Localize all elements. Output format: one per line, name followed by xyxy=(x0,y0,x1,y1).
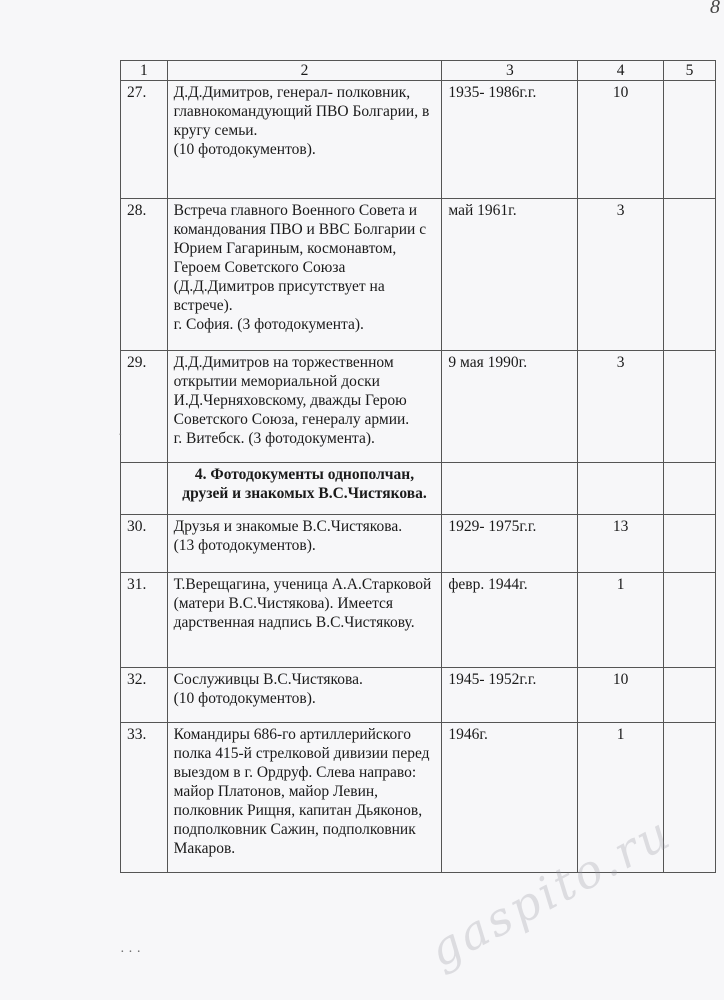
scan-speck: · · · xyxy=(120,945,141,960)
row-date: май 1961г. xyxy=(442,199,578,351)
row-note xyxy=(663,199,715,351)
row-number: 28. xyxy=(121,199,168,351)
row-note xyxy=(663,573,715,668)
row-count: 1 xyxy=(578,723,664,873)
row-number: 32. xyxy=(121,668,168,723)
col-header-5: 5 xyxy=(663,61,715,81)
row-number: 27. xyxy=(121,81,168,199)
row-number: 33. xyxy=(121,723,168,873)
header-row xyxy=(121,61,716,81)
row-note xyxy=(663,81,715,199)
col-header-2: 2 xyxy=(167,61,442,81)
row-note xyxy=(663,515,715,573)
row-description xyxy=(167,81,442,199)
row-number: 29. xyxy=(121,351,168,463)
table-row xyxy=(121,351,716,463)
row-description xyxy=(167,723,442,873)
col-header-1: 1 xyxy=(121,61,168,81)
section-empty-cell xyxy=(121,463,168,515)
row-count: 13 xyxy=(578,515,664,573)
row-description-text: Встреча главного Военного Совета и командования ПВО и ВВС Болгарии с Юрием Гагариным, космонавтом, Героем Советского Союза (Д.Д.Димитров присутствует на встрече). г. София. (3 фотодокумента). xyxy=(173,202,427,333)
section-empty-cell xyxy=(578,463,664,515)
scan-speck: · xyxy=(118,428,123,443)
archive-table xyxy=(120,60,716,873)
watermark-logo: gaspito.ru xyxy=(420,805,681,978)
col-header-3: 3 xyxy=(442,61,578,81)
row-description-text: Д.Д.Димитров, генерал- полковник, главнокомандующий ПВО Болгарии, в кругу семьи. (10 фотодокументов). xyxy=(173,84,430,158)
table-row xyxy=(121,668,716,723)
row-date: февр. 1944г. xyxy=(442,573,578,668)
section-row xyxy=(121,463,716,515)
row-description xyxy=(167,199,442,351)
row-date: 1946г. xyxy=(442,723,578,873)
col-header-4: 4 xyxy=(578,61,664,81)
row-description-text: Командиры 686-го артиллерийского полка 415-й стрелковой дивизии перед выездом в г. Ордруф. Слева направо: майор Платонов, майор Левин, полковник Рищня, капитан Дьяконов, подполковник Сажин, подполковник Макаров. xyxy=(173,726,430,857)
row-description-text: Сослуживцы В.С.Чистякова. (10 фотодокументов). xyxy=(173,671,363,707)
row-description xyxy=(167,351,442,463)
row-date: 1945- 1952г.г. xyxy=(442,668,578,723)
row-number: 30. xyxy=(121,515,168,573)
table-row xyxy=(121,81,716,199)
row-description xyxy=(167,573,442,668)
row-count: 1 xyxy=(578,573,664,668)
row-count: 3 xyxy=(578,199,664,351)
table-row xyxy=(121,199,716,351)
row-count: 10 xyxy=(578,668,664,723)
row-description-text: Друзья и знакомые В.С.Чистякова. (13 фотодокументов). xyxy=(173,518,403,554)
table-row xyxy=(121,515,716,573)
row-date: 1935- 1986г.г. xyxy=(442,81,578,199)
section-empty-cell xyxy=(663,463,715,515)
row-note xyxy=(663,668,715,723)
section-empty-cell xyxy=(442,463,578,515)
row-note xyxy=(663,351,715,463)
page-number: 8 xyxy=(710,0,720,18)
row-date: 1929- 1975г.г. xyxy=(442,515,578,573)
section-title: 4. Фотодокументы однополчан, друзей и знакомых В.С.Чистякова. xyxy=(167,463,442,515)
row-number: 31. xyxy=(121,573,168,668)
row-description-text: Т.Верещагина, ученица А.А.Старковой (матери В.С.Чистякова). Имеется дарственная надпись В.С.Чистякову. xyxy=(173,576,432,631)
row-description xyxy=(167,668,442,723)
row-description xyxy=(167,515,442,573)
row-count: 3 xyxy=(578,351,664,463)
table-row xyxy=(121,573,716,668)
row-count: 10 xyxy=(578,81,664,199)
row-description-text: Д.Д.Димитров на торжественном открытии мемориальной доски И.Д.Черняховскому, дважды Герою Советского Союза, генералу армии. г. Витебск. (3 фотодокумента). xyxy=(173,354,410,447)
row-date: 9 мая 1990г. xyxy=(442,351,578,463)
